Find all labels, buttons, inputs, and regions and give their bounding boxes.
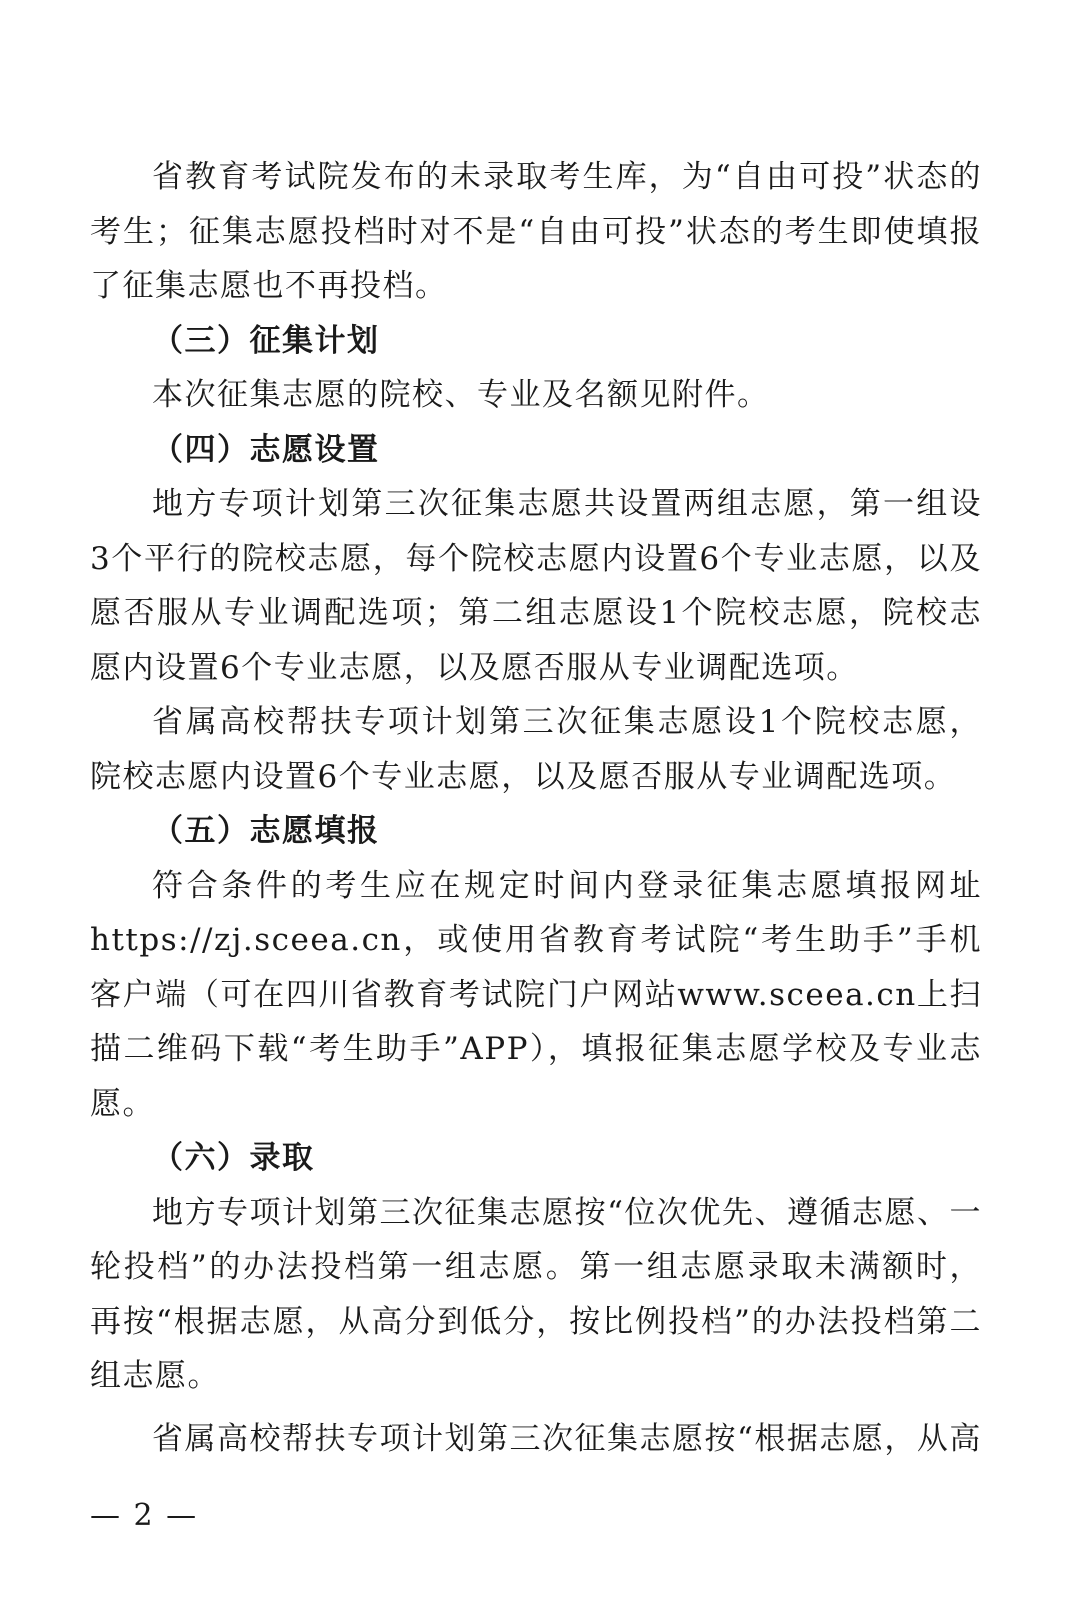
heading-preference-filling: （五）志愿填报 (152, 813, 380, 849)
paragraph-local-special-plan-admission: 地方专项计划第三次征集志愿按“位次优先、遵循志愿、一轮投档”的办法投档第一组志愿。第一组志愿录取未满额时，再按“根据志愿，从高分到低分，按比例投档”的办法投档第二组志愿。 (90, 1194, 982, 1394)
paragraph-local-special-plan-settings: 地方专项计划第三次征集志愿共设置两组志愿，第一组设3个平行的院校志愿，每个院校志愿内设置6个专业志愿，以及愿否服从专业调配选项；第二组志愿设1个院校志愿，院校志愿内设置6个专业志愿，以及愿否服从专业调配选项。 (90, 486, 982, 686)
heading-admission: （六）录取 (152, 1140, 315, 1176)
document-body (90, 150, 982, 1466)
paragraph-spacer (90, 1404, 982, 1412)
heading-collection-plan: （三）征集计划 (152, 322, 380, 359)
heading-preference-settings: （四）志愿设置 (152, 431, 380, 468)
page-number: — 2 — (90, 1498, 199, 1533)
paragraph-provincial-support-plan-admission: 省属高校帮扶专项计划第三次征集志愿按“根据志愿，从高 (152, 1420, 982, 1457)
paragraph-preference-filling: 符合条件的考生应在规定时间内登录征集志愿填报网址https://zj.sceea.cn，或使用省教育考试院“考生助手”手机客户端（可在四川省教育考试院门户网站www.sceea.cn上扫描二维码下载“考生助手”APP），填报征集志愿学校及专业志愿。 (90, 867, 982, 1122)
paragraph-eligible-candidates: 省教育考试院发布的未录取考生库，为“自由可投”状态的考生；征集志愿投档时对不是“自由可投”状态的考生即使填报了征集志愿也不再投档。 (90, 159, 982, 304)
paragraph-provincial-support-plan-settings: 省属高校帮扶专项计划第三次征集志愿设1个院校志愿，院校志愿内设置6个专业志愿，以及愿否服从专业调配选项。 (90, 704, 982, 795)
paragraph-collection-plan: 本次征集志愿的院校、专业及名额见附件。 (152, 377, 770, 413)
